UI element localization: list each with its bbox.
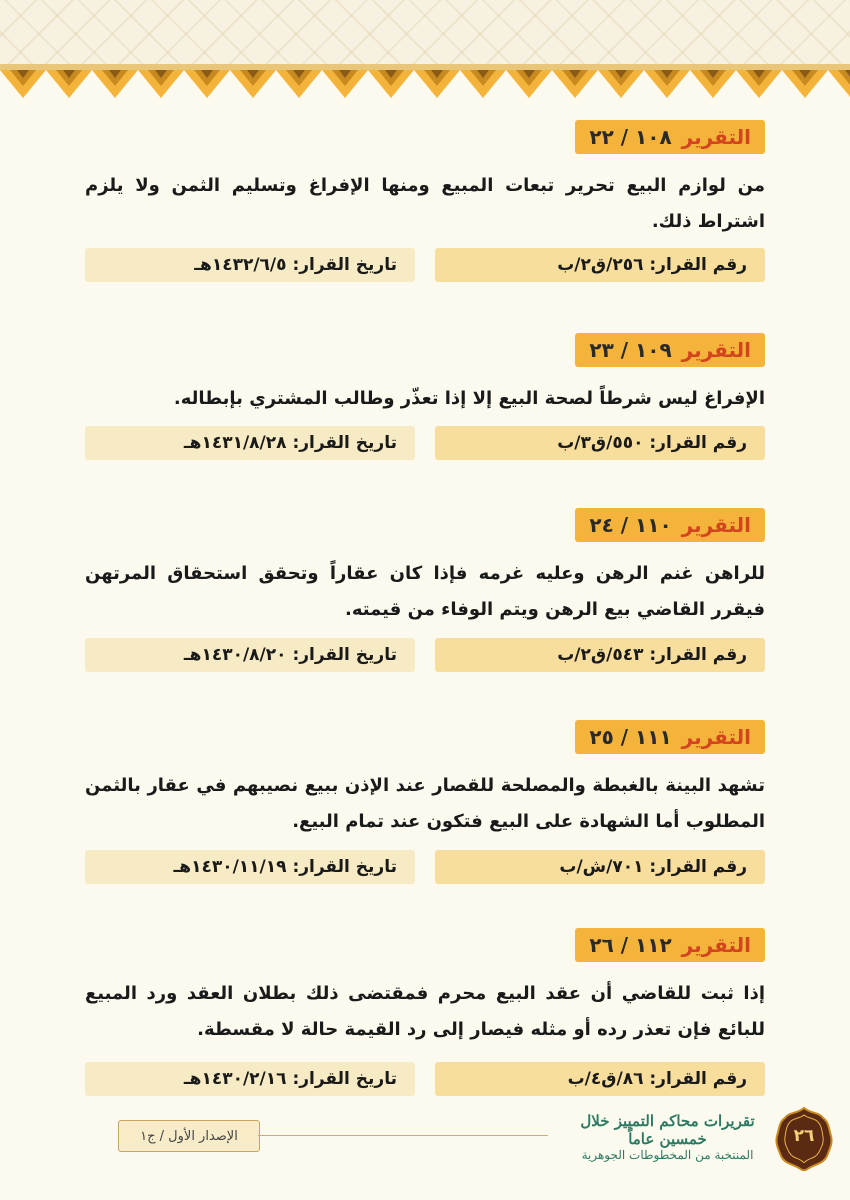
ruling-number: ١١١ / ٢٥ bbox=[589, 725, 672, 749]
decision-date: تاريخ القرار: ١٤٣٢/٦/٥هـ bbox=[85, 248, 415, 282]
decision-date: تاريخ القرار: ١٤٣٠/٨/٢٠هـ bbox=[85, 638, 415, 672]
ruling-heading bbox=[575, 928, 765, 962]
ruling-text: الإفراغ ليس شرطاً لصحة البيع إلا إذا تعذّر وطالب المشتري بإبطاله. bbox=[173, 388, 765, 409]
footer-divider bbox=[258, 1135, 548, 1136]
ruling-label: التقرير bbox=[681, 933, 751, 957]
ruling-heading bbox=[575, 508, 765, 542]
decision-date: تاريخ القرار: ١٤٣٠/٢/١٦هـ bbox=[85, 1062, 415, 1096]
ruling-label: التقرير bbox=[681, 513, 751, 537]
top-ornament-band bbox=[0, 0, 850, 70]
book-title bbox=[560, 1112, 775, 1162]
ruling-text: تشهد البينة بالغبطة والمصلحة للقصار عند الإذن ببيع نصيبهم في عقار بالثمن المطلوب أما الشهادة على البيع فتكون عند تمام البيع. bbox=[85, 775, 765, 832]
ruling-label: التقرير bbox=[681, 725, 751, 749]
decision-number: رقم القرار: ٨٦/ق٤/ب bbox=[435, 1062, 765, 1096]
ruling-text: إذا ثبت للقاضي أن عقد البيع محرم فمقتضى ذلك بطلان العقد ورد المبيع للبائع فإن تعذر رده أو مثله فيصار إلى رد القيمة حالة لا مقسطة. bbox=[85, 983, 765, 1040]
ruling-number: ١٠٩ / ٢٣ bbox=[589, 338, 672, 362]
top-zigzag-border bbox=[0, 64, 850, 106]
decision-number: رقم القرار: ٥٥٠/ق٣/ب bbox=[435, 426, 765, 460]
decision-number: رقم القرار: ٧٠١/ش/ب bbox=[435, 850, 765, 884]
ruling-heading bbox=[575, 120, 765, 154]
ruling-number: ١١٠ / ٢٤ bbox=[589, 513, 672, 537]
decision-number: رقم القرار: ٢٥٦/ق٢/ب bbox=[435, 248, 765, 282]
ruling-heading bbox=[575, 333, 765, 367]
ruling-number: ١٠٨ / ٢٢ bbox=[589, 125, 672, 149]
ruling-label: التقرير bbox=[681, 125, 751, 149]
book-title-line2: المنتخبة من المخطوطات الجوهرية bbox=[581, 1148, 754, 1162]
page-number: ٢٦ bbox=[793, 1126, 815, 1146]
ruling-text: من لوازم البيع تحرير تبعات المبيع ومنها الإفراغ وتسليم الثمن ولا يلزم اشتراط ذلك. bbox=[85, 175, 765, 232]
decision-date: تاريخ القرار: ١٤٣١/٨/٢٨هـ bbox=[85, 426, 415, 460]
decision-date: تاريخ القرار: ١٤٣٠/١١/١٩هـ bbox=[85, 850, 415, 884]
book-title-line1: تقريرات محاكم التمييز خلال خمسين عاماً bbox=[580, 1112, 755, 1148]
ruling-number: ١١٢ / ٢٦ bbox=[589, 933, 672, 957]
ruling-heading bbox=[575, 720, 765, 754]
ruling-label: التقرير bbox=[681, 338, 751, 362]
edition-label: الإصدار الأول / ج١ bbox=[118, 1120, 260, 1152]
ruling-text: للراهن غنم الرهن وعليه غرمه فإذا كان عقاراً وتحقق استحقاق المرتهن فيقرر القاضي بيع الرهن ويتم الوفاء من قيمته. bbox=[85, 563, 765, 620]
decision-number: رقم القرار: ٥٤٣/ق٢/ب bbox=[435, 638, 765, 672]
